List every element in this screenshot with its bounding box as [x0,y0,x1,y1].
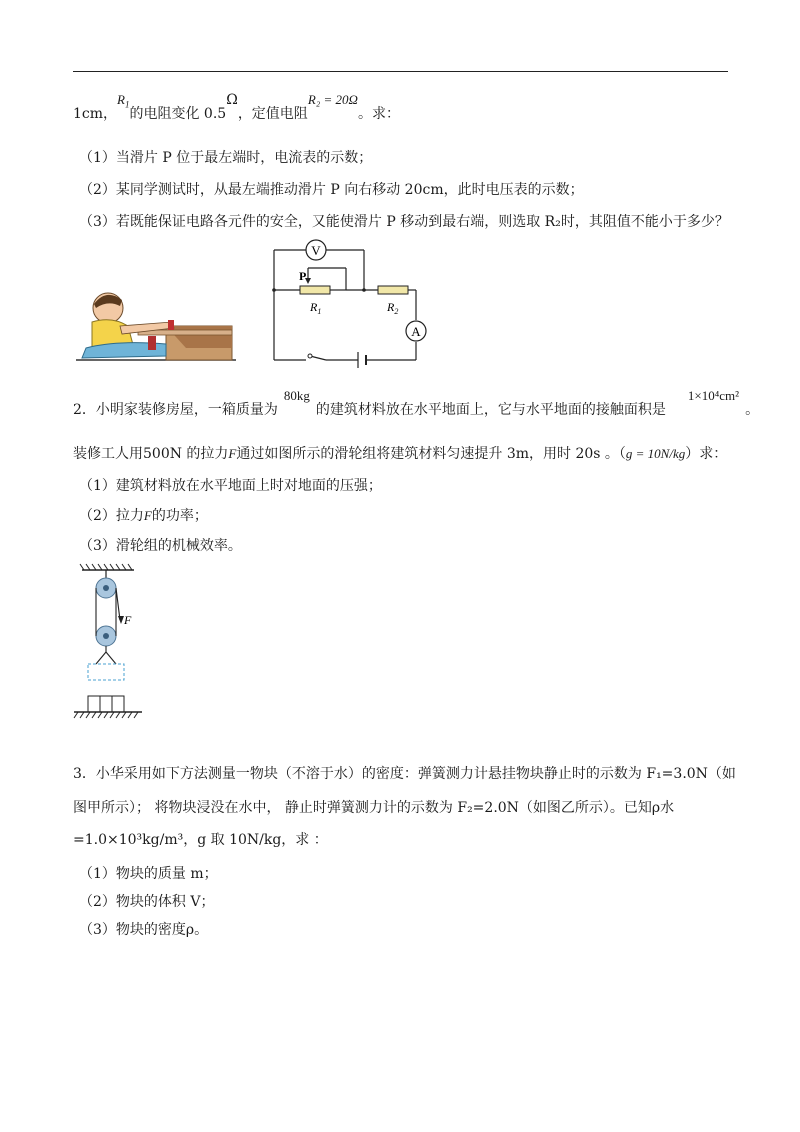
q1-intro-a: 1cm， [73,106,118,122]
q1-intro-b: 的电阻变化 0.5 [129,106,227,122]
q3-sub1: （1）物块的质量 m； [79,866,218,882]
force-label: F [124,613,132,627]
q2-sub1: （1）建筑材料放在水平地面上时对地面的压强； [79,478,382,494]
q2-line2: 装修工人用500N 的拉力F通过如图所示的滑轮组将建筑材料匀速提升 3m，用时 20s 。（g = 10N/kg）求： [73,446,728,462]
q1-sub2: （2）某同学测试时，从最左端推动滑片 P 向右移动 20cm，此时电压表的示数； [79,182,584,198]
slider-label: P [299,269,307,283]
q1-intro-c: ，定值电阻 [237,106,308,122]
q2-line1: 2．小明家装修房屋，一箱质量为80kg的建筑材料放在水平地面上，它与水平地面的接触面积是1×10⁴cm²。 [73,388,760,418]
q1-sub3: （3）若既能保证电路各元件的安全，又能使滑片 P 移动到最右端，则选取 R₂时，其阻值不能小于多少？ [79,214,729,230]
r1-label: $R_1$ [310,300,322,316]
q3-sub2: （2）物块的体积 V； [79,894,215,910]
q3-sub3: （3）物块的密度ρ。 [79,922,209,938]
switch-icon [308,354,312,358]
g-value: g = 10N/kg [625,446,686,461]
r1-symbol: $R_1$ [117,92,130,110]
q3-line3: =1.0×10³kg/m³，g 取 10N/kg，求 ： [73,832,328,848]
mass-value: 80kg [283,388,310,403]
area-value: 1×10⁴cm² [687,388,740,403]
q2-sub3: （3）滑轮组的机械效率。 [79,538,242,554]
load-box-dashed [88,664,124,680]
ohm-symbol: Ω [226,92,238,108]
q3-line1: 3．小华采用如下方法测量一物块（不溶于水）的密度：弹簧测力计悬挂物块静止时的示数为 F₁=3.0N（如 [73,766,736,782]
sit-reach-illustration [76,286,238,364]
r2-label: $R_2$ [387,300,399,316]
q3-line2: 图甲所示）； 将物块浸没在水中， 静止时弹簧测力计的示数为 F₂=2.0N（如图乙所示）。已知ρ水 [73,800,675,816]
load-box [88,696,124,712]
header-rule [73,71,728,72]
resistor-r1 [300,286,330,294]
resistor-r2 [378,286,408,294]
ammeter-label: A [411,324,421,339]
q1-intro-d: 。求： [357,106,400,122]
q1-intro-line [73,92,400,129]
pulley-diagram [72,560,152,720]
r2-equation: R₂ = 20Ω [307,92,358,107]
q1-sub1: （1）当滑片 P 位于最左端时，电流表的示数； [79,150,373,166]
circuit-diagram [266,238,436,368]
voltmeter-label: V [311,243,321,258]
q2-sub2: （2）拉力F的功率； [79,508,208,524]
